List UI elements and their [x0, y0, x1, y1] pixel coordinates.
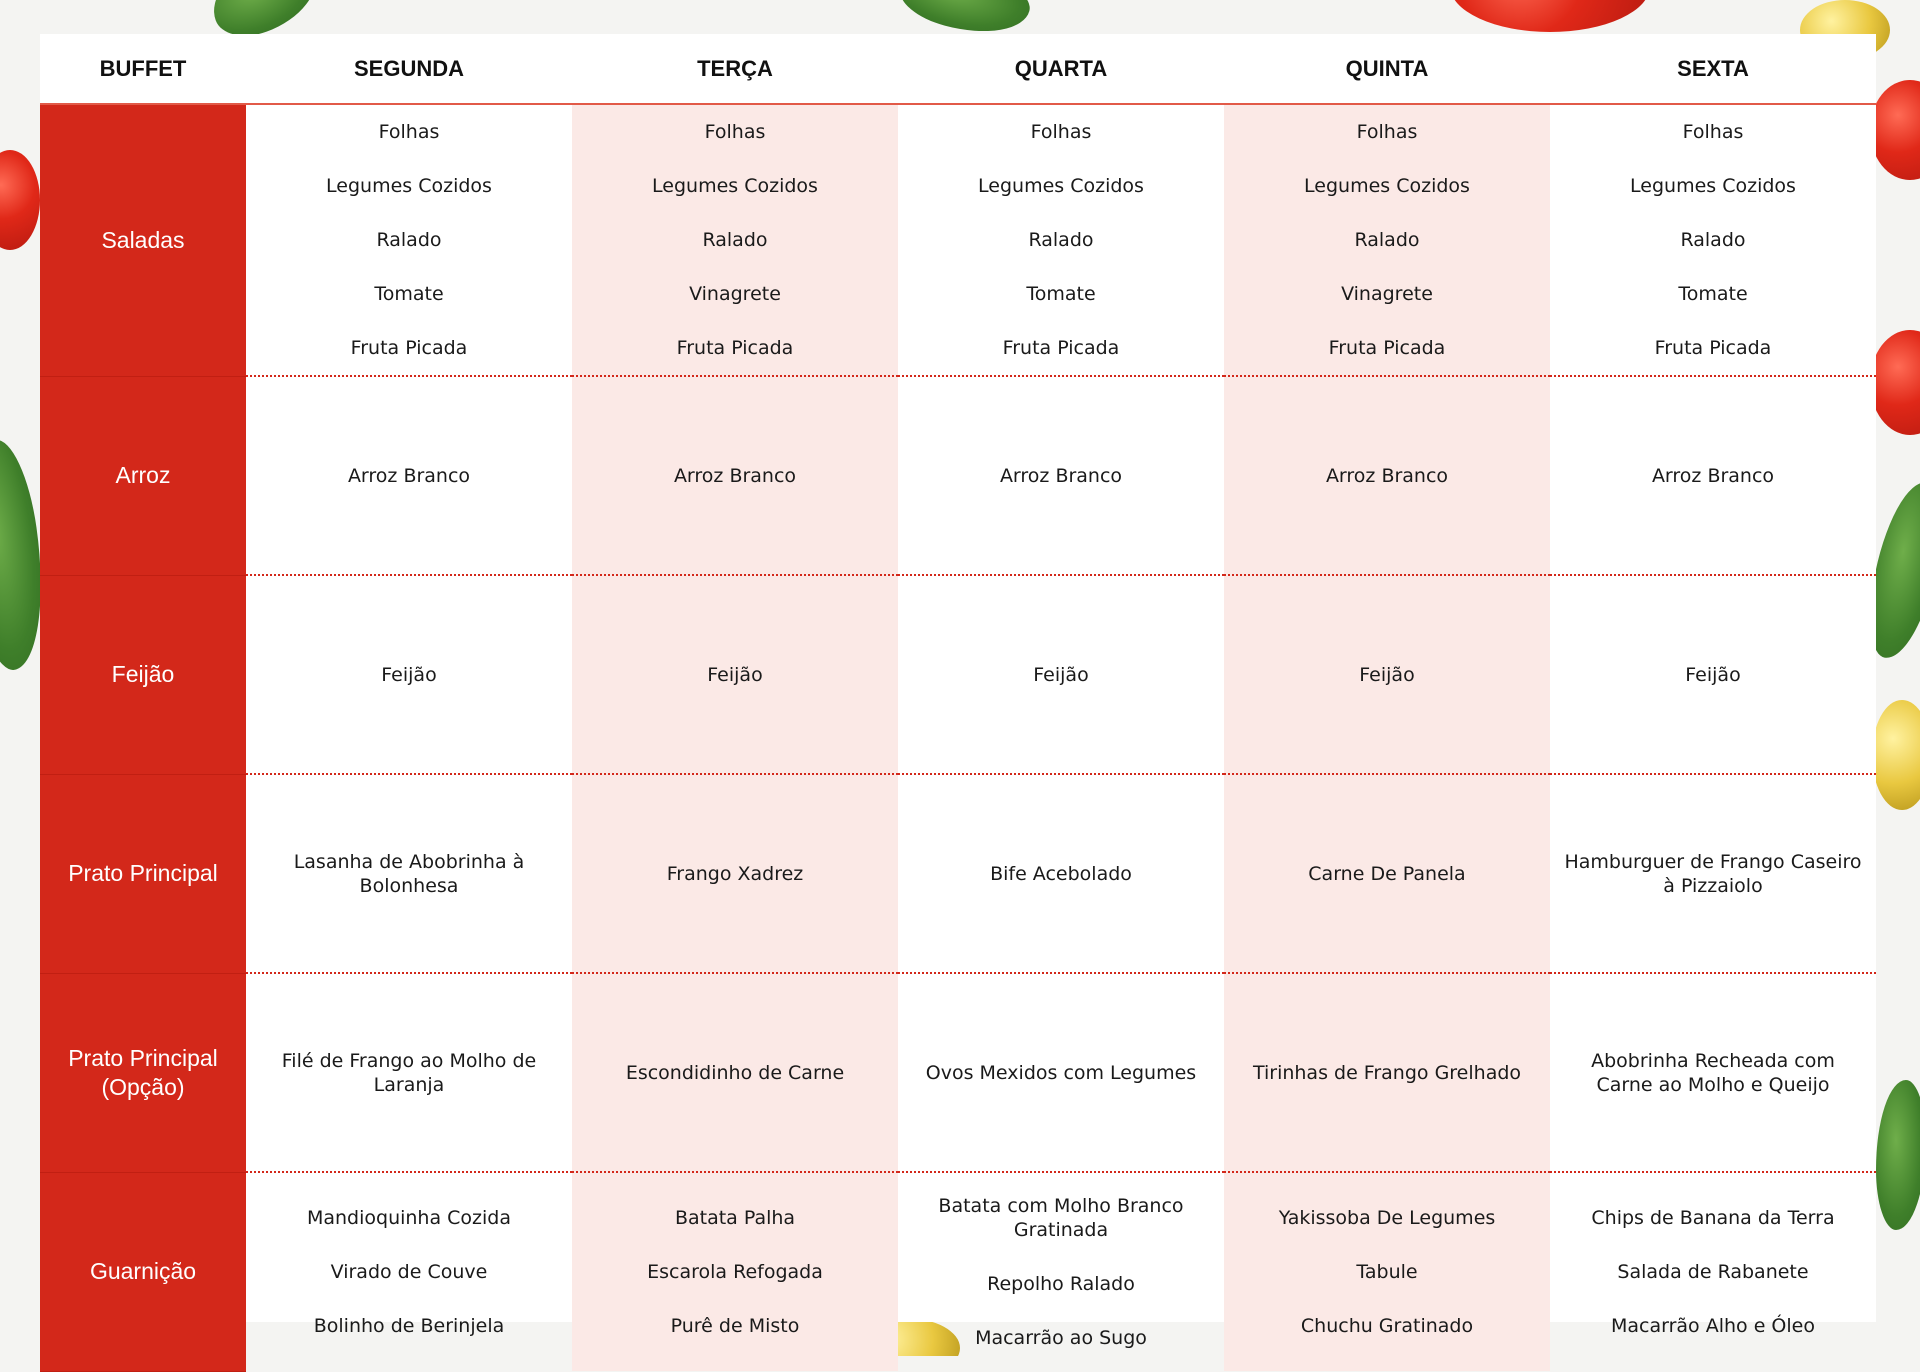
menu-item: Batata com Molho Branco Gratinada — [938, 1195, 1184, 1241]
menu-item: Legumes Cozidos — [978, 175, 1144, 197]
row-feijao — [40, 575, 1876, 774]
menu-item: Arroz Branco — [1651, 464, 1775, 487]
row-label-arroz: Arroz — [40, 376, 246, 575]
menu-item: Chips de Banana da Terra — [1591, 1207, 1835, 1229]
row-label-saladas: Saladas — [40, 104, 246, 376]
row-prato-principal-opcao — [40, 973, 1876, 1172]
cell-opcao-sexta — [1550, 973, 1876, 1172]
menu-item: Fruta Picada — [1328, 337, 1446, 359]
row-label-feijao: Feijão — [40, 575, 246, 774]
menu-item: Bife Acebolado — [990, 862, 1132, 885]
cell-guarnicao-quinta — [1224, 1172, 1550, 1371]
cell-prato-principal-sexta — [1550, 774, 1876, 973]
cell-opcao-terca — [572, 973, 898, 1172]
cell-prato-principal-quarta — [898, 774, 1224, 973]
menu-item: Arroz Branco — [347, 464, 471, 487]
cell-prato-principal-segunda — [246, 774, 572, 973]
buffet-menu-card — [40, 34, 1876, 1349]
cell-prato-principal-quinta — [1224, 774, 1550, 973]
cell-guarnicao-terca — [572, 1172, 898, 1371]
menu-item: Tomate — [374, 283, 444, 305]
row-arroz — [40, 376, 1876, 575]
cell-arroz-segunda — [246, 376, 572, 575]
cell-saladas-sexta — [1550, 104, 1876, 376]
cell-feijao-sexta — [1550, 575, 1876, 774]
menu-item: Escarola Refogada — [647, 1261, 823, 1283]
cell-arroz-sexta — [1550, 376, 1876, 575]
menu-item: Fruta Picada — [676, 337, 794, 359]
header-day-quarta: QUARTA — [898, 34, 1224, 104]
cell-feijao-quinta — [1224, 575, 1550, 774]
cell-saladas-quarta — [898, 104, 1224, 376]
menu-item: Tabule — [1356, 1261, 1418, 1283]
menu-item: Mandioquinha Cozida — [306, 1207, 512, 1229]
row-label-line: (Opção) — [101, 1073, 185, 1100]
cell-arroz-terca — [572, 376, 898, 575]
menu-item: Macarrão Alho e Óleo — [1611, 1315, 1815, 1337]
menu-item: Yakissoba De Legumes — [1278, 1207, 1496, 1229]
menu-item: Hamburguer de Frango Caseiro à Pizzaiolo — [1564, 850, 1862, 897]
menu-item: Folhas — [378, 121, 440, 143]
menu-item: Arroz Branco — [1325, 464, 1449, 487]
menu-item: Folhas — [704, 121, 766, 143]
cell-feijao-terca — [572, 575, 898, 774]
menu-item: Legumes Cozidos — [1630, 175, 1796, 197]
tomato-right-2 — [1870, 330, 1920, 435]
menu-item: Legumes Cozidos — [1304, 175, 1470, 197]
menu-item: Arroz Branco — [999, 464, 1123, 487]
menu-item: Feijão — [1685, 663, 1741, 686]
cell-feijao-segunda — [246, 575, 572, 774]
menu-item: Vinagrete — [689, 283, 781, 305]
menu-item: Feijão — [381, 663, 437, 686]
cell-saladas-segunda — [246, 104, 572, 376]
header-day-sexta: SEXTA — [1550, 34, 1876, 104]
menu-item: Abobrinha Recheada com Carne ao Molho e Queijo — [1591, 1049, 1835, 1096]
header-day-quinta: QUINTA — [1224, 34, 1550, 104]
row-label-prato-principal-opcao — [40, 973, 246, 1172]
menu-item: Ralado — [1680, 229, 1746, 251]
menu-item: Ralado — [1354, 229, 1420, 251]
menu-item: Batata Palha — [674, 1207, 796, 1229]
menu-item: Feijão — [1033, 663, 1089, 686]
cell-prato-principal-terca — [572, 774, 898, 973]
menu-item: Tomate — [1678, 283, 1748, 305]
header-buffet: BUFFET — [40, 34, 246, 104]
menu-item: Legumes Cozidos — [652, 175, 818, 197]
row-label-guarnicao: Guarnição — [40, 1172, 246, 1371]
menu-item: Macarrão ao Sugo — [975, 1327, 1147, 1349]
menu-item: Frango Xadrez — [666, 862, 804, 885]
menu-item: Filé de Frango ao Molho de Laranja — [281, 1049, 537, 1096]
menu-item: Repolho Ralado — [987, 1273, 1135, 1295]
tomato-left — [0, 150, 40, 250]
menu-item: Escondidinho de Carne — [625, 1061, 845, 1084]
cell-guarnicao-quarta — [898, 1172, 1224, 1371]
menu-item: Bolinho de Berinjela — [313, 1315, 505, 1337]
menu-item: Ovos Mexidos com Legumes — [925, 1061, 1197, 1084]
cell-saladas-terca — [572, 104, 898, 376]
cell-guarnicao-segunda — [246, 1172, 572, 1371]
header-row — [40, 34, 1876, 104]
menu-item: Chuchu Gratinado — [1300, 1315, 1474, 1337]
menu-item: Folhas — [1682, 121, 1744, 143]
cell-feijao-quarta — [898, 575, 1224, 774]
menu-item: Arroz Branco — [673, 464, 797, 487]
header-day-segunda: SEGUNDA — [246, 34, 572, 104]
menu-item: Legumes Cozidos — [326, 175, 492, 197]
cell-opcao-quarta — [898, 973, 1224, 1172]
yellow-tomato-right — [1872, 700, 1920, 810]
menu-item: Ralado — [702, 229, 768, 251]
cell-saladas-quinta — [1224, 104, 1550, 376]
menu-item: Lasanha de Abobrinha à Bolonhesa — [293, 850, 525, 897]
cell-guarnicao-sexta — [1550, 1172, 1876, 1371]
row-guarnicao — [40, 1172, 1876, 1371]
menu-item: Fruta Picada — [350, 337, 468, 359]
basil-leaf-right-bottom — [1876, 1080, 1920, 1230]
row-saladas — [40, 104, 1876, 376]
menu-item: Feijão — [1359, 663, 1415, 686]
menu-item: Virado de Couve — [330, 1261, 488, 1283]
menu-item: Ralado — [376, 229, 442, 251]
menu-item: Purê de Misto — [670, 1315, 800, 1337]
menu-item: Tomate — [1026, 283, 1096, 305]
tomato-top-right — [1450, 0, 1650, 32]
row-label-line: Prato Principal — [68, 1044, 218, 1071]
menu-item: Feijão — [707, 663, 763, 686]
menu-item: Folhas — [1030, 121, 1092, 143]
menu-item: Fruta Picada — [1002, 337, 1120, 359]
menu-item: Ralado — [1028, 229, 1094, 251]
header-day-terca: TERÇA — [572, 34, 898, 104]
menu-item: Fruta Picada — [1654, 337, 1772, 359]
menu-item: Tirinhas de Frango Grelhado — [1252, 1061, 1522, 1084]
menu-item: Carne De Panela — [1308, 862, 1466, 885]
row-label-prato-principal: Prato Principal — [40, 774, 246, 973]
cell-opcao-quinta — [1224, 973, 1550, 1172]
row-prato-principal — [40, 774, 1876, 973]
cell-opcao-segunda — [246, 973, 572, 1172]
weekly-menu-table — [40, 34, 1876, 1372]
menu-item: Vinagrete — [1341, 283, 1433, 305]
tomato-right-1 — [1870, 80, 1920, 180]
menu-item: Folhas — [1356, 121, 1418, 143]
menu-item: Salada de Rabanete — [1617, 1261, 1809, 1283]
cell-arroz-quinta — [1224, 376, 1550, 575]
cell-arroz-quarta — [898, 376, 1224, 575]
